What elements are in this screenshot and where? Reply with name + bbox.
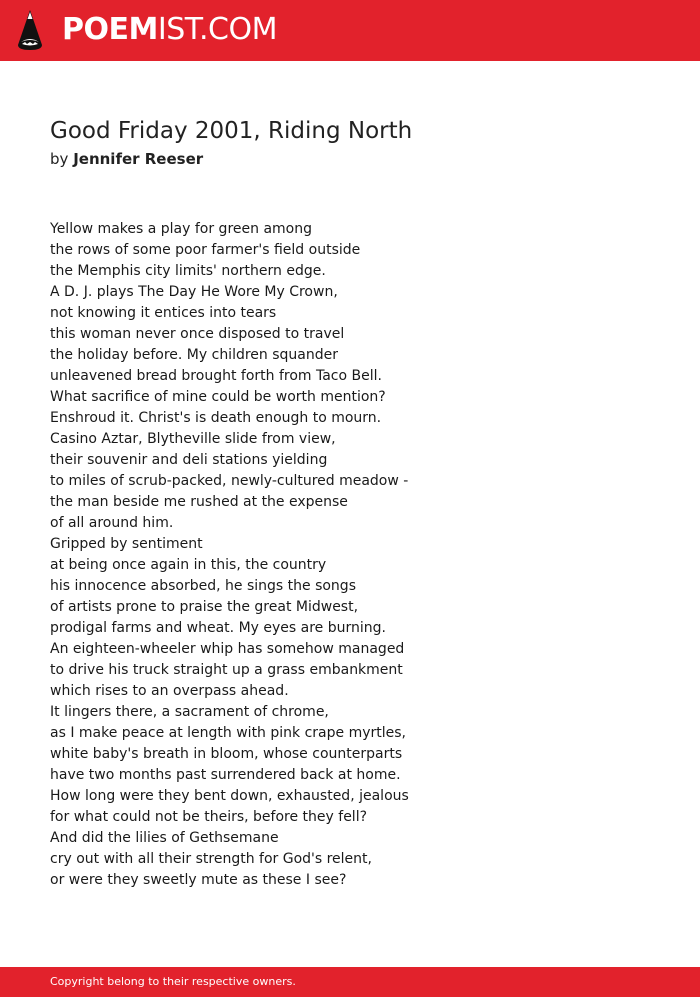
byline-prefix: by: [50, 150, 69, 168]
poem-line: the holiday before. My children squander: [50, 347, 338, 363]
poem-line: Enshroud it. Christ's is death enough to mourn.: [50, 410, 382, 426]
poem-line: Gripped by sentiment: [50, 536, 203, 552]
poem-line: What sacrifice of mine could be worth mention?: [50, 389, 386, 405]
site-header: [0, 0, 700, 61]
poem-line: not knowing it entices into tears: [50, 305, 277, 321]
poem-line: the rows of some poor farmer's field outside: [50, 242, 361, 258]
poem-line: unleavened bread brought forth from Taco Bell.: [50, 368, 382, 384]
poem-line: It lingers there, a sacrament of chrome,: [50, 704, 329, 720]
poem-line: the man beside me rushed at the expense: [50, 494, 348, 510]
poem-line: his innocence absorbed, he sings the songs: [50, 578, 356, 594]
poem-line: this woman never once disposed to travel: [50, 326, 345, 342]
poem-line: And did the lilies of Gethsemane: [50, 830, 279, 846]
poem-line: to miles of scrub-packed, newly-cultured meadow -: [50, 473, 409, 489]
poem-line: at being once again in this, the country: [50, 557, 327, 573]
site-logo-text[interactable]: [62, 12, 277, 48]
author-name[interactable]: Jennifer Reeser: [73, 150, 204, 168]
poem-title: Good Friday 2001, Riding North: [50, 118, 413, 144]
poem-line: the Memphis city limits' northern edge.: [50, 263, 326, 279]
poem-line: their souvenir and deli stations yielding: [50, 452, 328, 468]
poem-line: A D. J. plays The Day He Wore My Crown,: [50, 284, 338, 300]
poem-line: Yellow makes a play for green among: [50, 221, 312, 237]
poem-line: for what could not be theirs, before they fell?: [50, 809, 368, 825]
poem-line: to drive his truck straight up a grass embankment: [50, 662, 403, 678]
poem-line: of artists prone to praise the great Midwest,: [50, 599, 359, 615]
poem-byline: [50, 149, 203, 169]
poem-line: of all around him.: [50, 515, 174, 531]
poem-line: which rises to an overpass ahead.: [50, 683, 289, 699]
logo-bold-part: POEM: [62, 12, 158, 47]
poem-line: prodigal farms and wheat. My eyes are burning.: [50, 620, 386, 636]
poem-line: Casino Aztar, Blytheville slide from view,: [50, 431, 336, 447]
poem-line: How long were they bent down, exhausted, jealous: [50, 788, 409, 804]
poem-line: have two months past surrendered back at home.: [50, 767, 401, 783]
poem-line: cry out with all their strength for God's relent,: [50, 851, 372, 867]
poem-body: [50, 219, 409, 891]
poem-line: or were they sweetly mute as these I see?: [50, 872, 347, 888]
pencil-logo-icon[interactable]: [17, 9, 43, 51]
site-footer: [0, 967, 700, 997]
poem-line: white baby's breath in bloom, whose counterparts: [50, 746, 403, 762]
poem-line: An eighteen-wheeler whip has somehow managed: [50, 641, 405, 657]
poem-line: as I make peace at length with pink crape myrtles,: [50, 725, 406, 741]
copyright-text: Copyright belong to their respective owners.: [50, 975, 296, 988]
logo-light-part: IST.COM: [157, 12, 277, 47]
